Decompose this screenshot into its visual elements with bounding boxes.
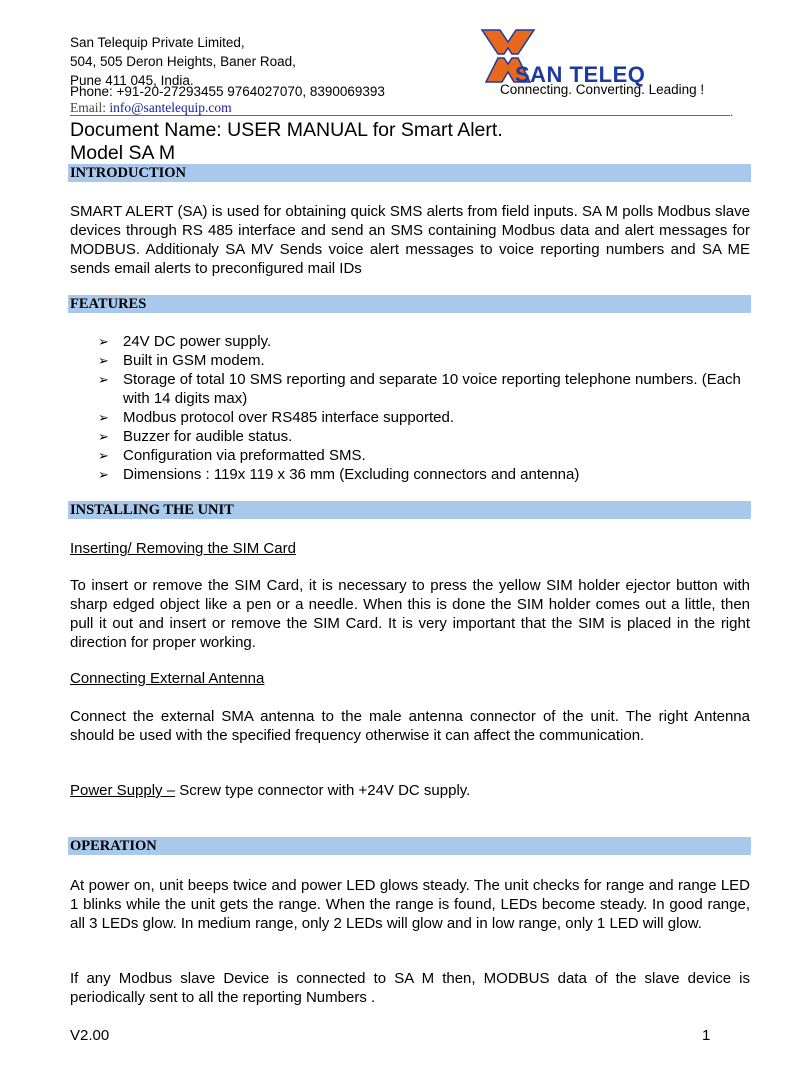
bullet-arrow-icon: ➢	[98, 448, 109, 463]
operation-body-1: At power on, unit beeps twice and power LED glows steady. The unit checks for range and range LED 1 blinks while the unit gets the range. When the range is found, LEDs become steady. In good range, all 3 LEDs glow. In medium range, only 2 LEDs will glow and in low range, only 1 LED will glow.	[70, 877, 750, 932]
email-link[interactable]: info@santelequip.com	[109, 100, 232, 115]
company-address-street: 504, 505 Deron Heights, Baner Road,	[70, 54, 296, 69]
antenna-body: Connect the external SMA antenna to the male antenna connector of the unit. The right Antenna should be used with the specified frequency otherwise it can affect the communication.	[70, 708, 750, 744]
feature-item-text: Storage of total 10 SMS reporting and separate 10 voice reporting telephone numbers. (Each with 14 digits max)	[123, 371, 741, 407]
power-supply-label: Power Supply –	[70, 782, 176, 799]
section-heading-installing: INSTALLING THE UNIT	[68, 501, 751, 519]
bullet-arrow-icon: ➢	[98, 334, 109, 349]
document-name: Document Name: USER MANUAL for Smart Alert.	[70, 119, 503, 141]
section-heading-introduction: INTRODUCTION	[68, 164, 751, 182]
power-supply-line	[70, 781, 750, 800]
sim-card-body: To insert or remove the SIM Card, it is necessary to press the yellow SIM holder ejector button with sharp edged object like a pen or a needle. When this is done the SIM holder comes out a little, then pull it out and insert or remove the SIM Card. It is very important that the SIM is placed in the right direction for proper working.	[70, 577, 750, 651]
feature-item-text: Configuration via preformatted SMS.	[123, 447, 366, 464]
email-label: Email:	[70, 100, 106, 115]
logo-wordmark: SAN TELEQ	[515, 62, 646, 87]
operation-body-2: If any Modbus slave Device is connected to SA M then, MODBUS data of the slave device is periodically sent to all the reporting Numbers .	[70, 970, 750, 1006]
company-tagline: Connecting. Converting. Leading !	[500, 82, 705, 97]
bullet-arrow-icon: ➢	[98, 429, 109, 444]
feature-item-text: Built in GSM modem.	[123, 352, 265, 369]
company-address-city: Pune 411 045, India.	[70, 73, 194, 88]
company-name: San Telequip Private Limited,	[70, 35, 245, 50]
footer-page-number: 1	[702, 1027, 711, 1044]
feature-item	[98, 408, 758, 427]
company-phone: Phone: +91-20-27293455 9764027070, 8390069393	[70, 84, 385, 99]
bullet-arrow-icon: ➢	[98, 353, 109, 368]
introduction-body: SMART ALERT (SA) is used for obtaining quick SMS alerts from field inputs. SA M polls Modbus slave devices through RS 485 interface and send an SMS containing Modbus data and alert messages for MODBUS. Additionaly SA MV Sends voice alert messages to voice reporting numbers and SA ME sends email alerts to preconfigured mail IDs	[70, 203, 750, 277]
bullet-arrow-icon: ➢	[98, 372, 109, 387]
feature-item-text: Modbus protocol over RS485 interface supported.	[123, 409, 455, 426]
feature-item	[98, 427, 758, 446]
sim-card-subheading: Inserting/ Removing the SIM Card	[70, 540, 296, 557]
feature-item	[98, 446, 758, 465]
header-divider	[70, 115, 730, 116]
feature-item	[98, 351, 758, 370]
feature-item-text: Dimensions : 119x 119 x 36 mm (Excluding connectors and antenna)	[123, 466, 580, 483]
footer-version: V2.00	[70, 1027, 110, 1044]
section-heading-features: FEATURES	[68, 295, 751, 313]
section-heading-operation: OPERATION	[68, 837, 751, 855]
feature-item	[98, 332, 758, 351]
antenna-subheading: Connecting External Antenna	[70, 670, 265, 687]
feature-item-text: 24V DC power supply.	[123, 333, 272, 350]
feature-item-text: Buzzer for audible status.	[123, 428, 293, 445]
feature-item	[98, 465, 758, 484]
feature-item	[98, 370, 758, 408]
email-line	[70, 100, 232, 116]
bullet-arrow-icon: ➢	[98, 467, 109, 482]
bullet-arrow-icon: ➢	[98, 410, 109, 425]
document-model: Model SA M	[70, 142, 176, 164]
header-trailing-dot: .	[730, 105, 734, 119]
power-supply-text: Screw type connector with +24V DC supply.	[175, 782, 471, 799]
